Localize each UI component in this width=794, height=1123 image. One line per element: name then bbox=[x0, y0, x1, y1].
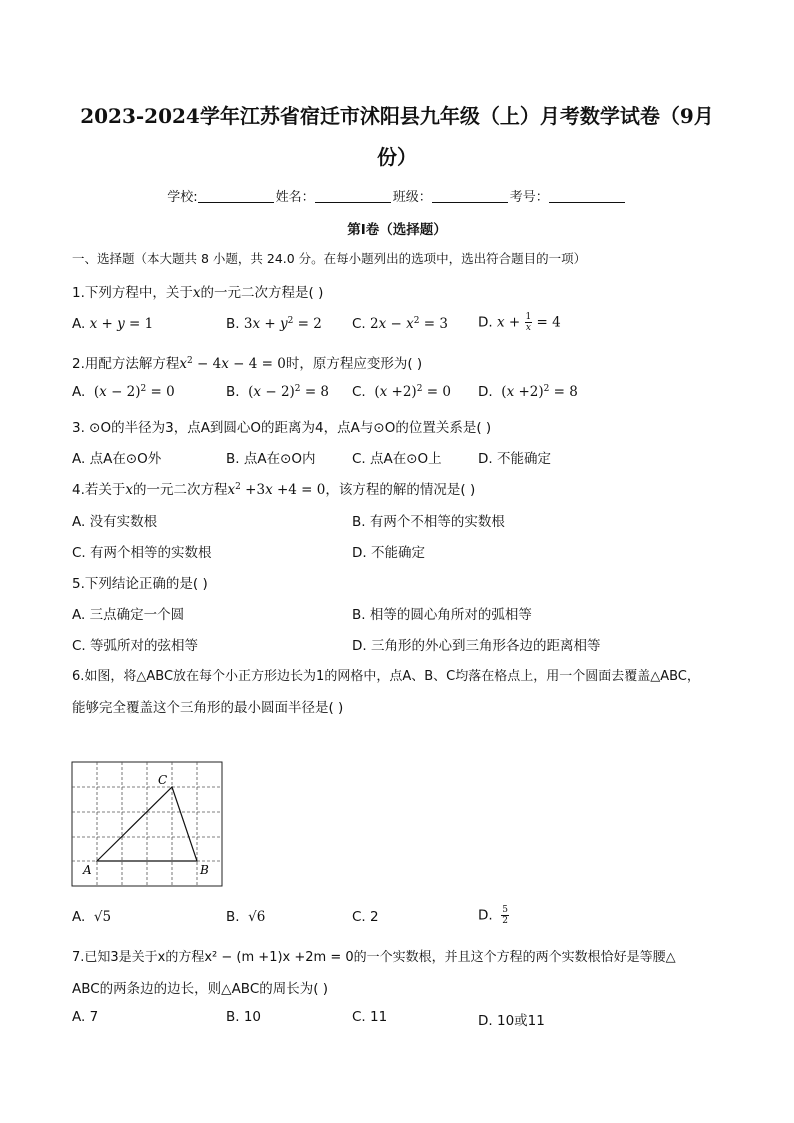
q4-option-b[interactable]: B. 有两个不相等的实数根 bbox=[352, 514, 505, 530]
q7-option-a[interactable]: A. 7 bbox=[72, 1009, 99, 1025]
label-b: B bbox=[200, 863, 209, 877]
q5-option-d[interactable]: D. 三角形的外心到三角形各边的距离相等 bbox=[352, 638, 601, 654]
label-a: A bbox=[83, 863, 92, 877]
q4-option-a[interactable]: A. 没有实数根 bbox=[72, 514, 158, 530]
section-title: 第Ⅰ卷（选择题） bbox=[347, 222, 447, 238]
q6-stem-line1: 6.如图，将△ABC放在每个小正方形边长为1的网格中，点A、B、C均落在格点上，用一个圆面去覆盖△ABC， bbox=[72, 669, 700, 684]
q3-option-b[interactable]: B. 点A在⊙O内 bbox=[226, 451, 316, 467]
q3-option-d[interactable]: D. 不能确定 bbox=[478, 451, 551, 467]
school-blank[interactable] bbox=[198, 190, 274, 203]
q6-option-a[interactable]: A. √5 bbox=[72, 909, 112, 925]
q4-stem: 4.若关于x的一元二次方程$x^2 +3x +4 = 0$，该方程的解的情况是( ) bbox=[72, 482, 476, 498]
q2-stem: 2.用配方法解方程$x^2 - 4x - 4 = 0$时，原方程应变形为( ) bbox=[72, 356, 423, 372]
q5-option-b[interactable]: B. 相等的圆心角所对的弧相等 bbox=[352, 607, 532, 623]
q3-option-c[interactable]: C. 点A在⊙O上 bbox=[352, 451, 442, 467]
exam-no-blank[interactable] bbox=[549, 190, 625, 203]
exam-no-label: 考号： bbox=[509, 190, 549, 205]
student-info-line bbox=[0, 186, 794, 205]
q7-option-b[interactable]: B. 10 bbox=[226, 1009, 262, 1025]
class-label: 班级： bbox=[392, 190, 432, 205]
q4-option-d[interactable]: D. 不能确定 bbox=[352, 545, 425, 561]
class-blank[interactable] bbox=[432, 190, 508, 203]
q6-option-c[interactable]: C. 2 bbox=[352, 909, 379, 925]
q4-option-c[interactable]: C. 有两个相等的实数根 bbox=[72, 545, 212, 561]
q5-option-c[interactable]: C. 等弧所对的弦相等 bbox=[72, 638, 199, 654]
exam-title-line1: 2023-2024学年江苏省宿迁市沭阳县九年级（上）月考数学试卷（9月 bbox=[80, 104, 714, 128]
q3-stem: 3. ⊙O的半径为3，点A到圆心O的距离为4，点A与⊙O的位置关系是( ) bbox=[72, 420, 492, 436]
q2-option-a[interactable]: A. $(x - 2)^2 = 0$ bbox=[72, 384, 175, 400]
q6-option-b[interactable]: B. √6 bbox=[226, 909, 266, 925]
name-blank[interactable] bbox=[315, 190, 391, 203]
q1-option-a[interactable]: A. x + y = 1 bbox=[72, 316, 154, 332]
q7-option-c[interactable]: C. 11 bbox=[352, 1009, 388, 1025]
q5-stem: 5.下列结论正确的是( ) bbox=[72, 576, 208, 592]
q6-grid-figure bbox=[70, 760, 226, 890]
q6-stem-line2: 能够完全覆盖这个三角形的最小圆面半径是( ) bbox=[72, 700, 344, 716]
q2-option-b[interactable]: B. $(x - 2)^2 = 8$ bbox=[226, 384, 330, 400]
q1-stem: 1.下列方程中，关于x的一元二次方程是( ) bbox=[72, 285, 324, 301]
q7-stem-line1: 7.已知3是关于x的方程x² − (m +1)x +2m = 0的一个实数根，并且这个方程的两个实数根恰好是等腰△ bbox=[72, 950, 676, 965]
q1-option-c[interactable]: C. $2x - x^2 = 3$ bbox=[352, 316, 448, 332]
q6-option-d[interactable]: D. $\frac{5}{2}$ bbox=[478, 905, 509, 926]
q7-stem-line2: ABC的两条边的边长，则△ABC的周长为( ) bbox=[72, 981, 329, 997]
q2-option-d[interactable]: D. $(x +2)^2 = 8$ bbox=[478, 384, 578, 400]
part1-heading: 一、选择题（本大题共 8 小题，共 24.0 分。在每小题列出的选项中，选出符合题目的一项） bbox=[72, 251, 587, 266]
label-c: C bbox=[158, 773, 168, 787]
exam-title-line2: 份） bbox=[377, 145, 417, 169]
school-label: 学校: bbox=[167, 190, 198, 205]
q5-option-a[interactable]: A. 三点确定一个圆 bbox=[72, 607, 185, 623]
q1-option-d[interactable]: D. x + $\frac{1}{x}$ = 4 bbox=[478, 312, 561, 333]
q7-option-d[interactable]: D. 10或11 bbox=[478, 1013, 545, 1029]
q2-option-c[interactable]: C. $(x +2)^2 = 0$ bbox=[352, 384, 451, 400]
q3-option-a[interactable]: A. 点A在⊙O外 bbox=[72, 451, 162, 467]
q1-option-b[interactable]: B. $3x + y^2 = 2$ bbox=[226, 316, 322, 332]
name-label: 姓名： bbox=[275, 190, 315, 205]
